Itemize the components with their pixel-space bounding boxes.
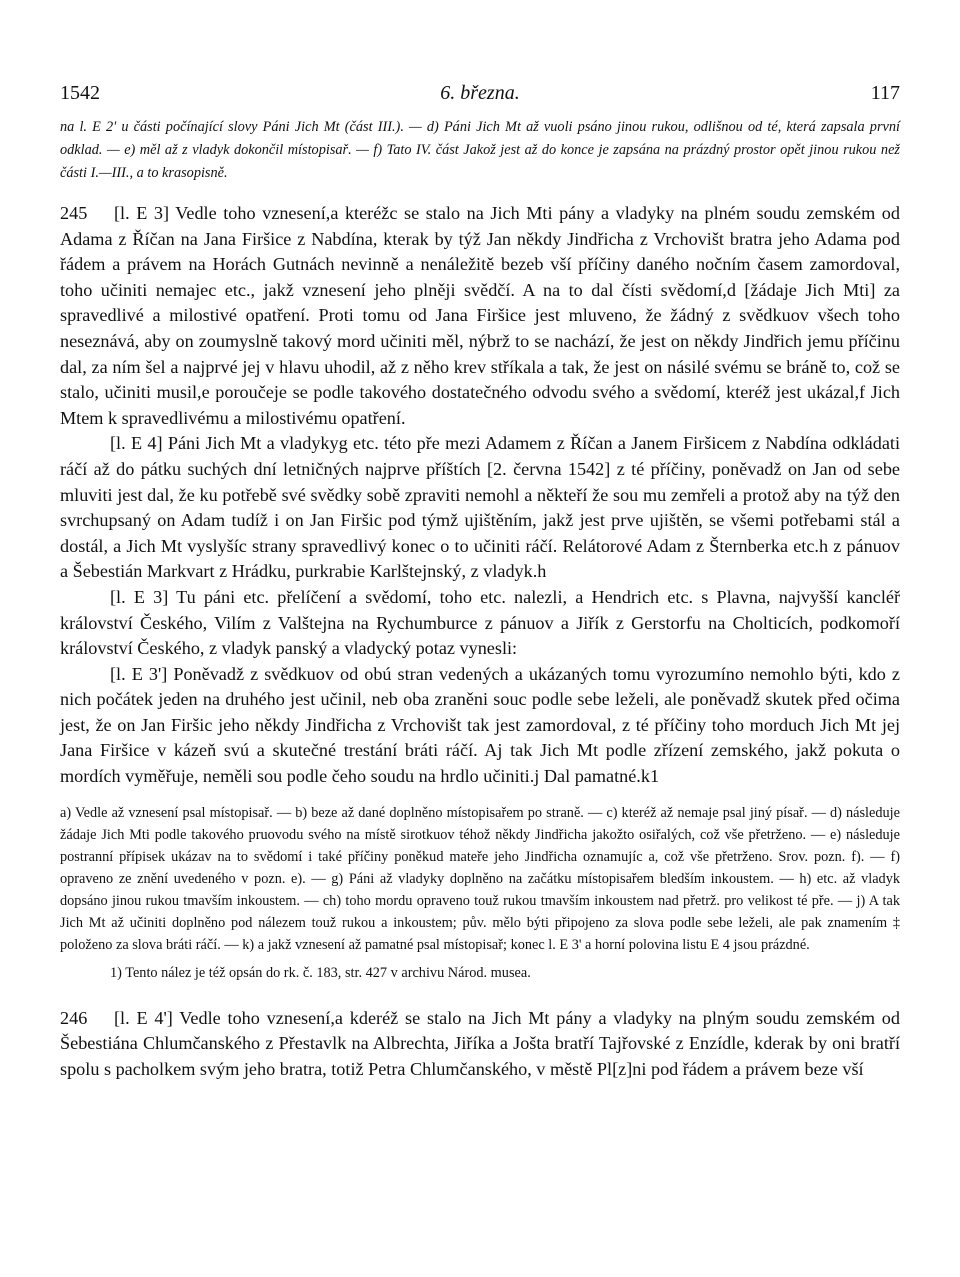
entry-245 [60, 201, 900, 790]
entry-245-paragraph-4: [l. E 3'] Poněvadž z svědkuov od obú stran vedených a ukázaných tomu vyrozumíno nemohlo býti, kdo z nich počátek jeden na druhého jest učinil, neb oba zraněni souc podle sebe leželi, ale poněvadž skutek před očima jest, že on Jan Firšic jeho někdy Jindřicha z Vrchovišt tak jest zamordoval, z té příčiny toho morduch Jich Mt jej Jana Firšice v kázeň svú a skutečné trestání bráti ráčí. Aj tak Jich Mt podle zřízení zemského, jakž pokuta o mordích vyměřuje, neměli sou podle čeho soudu na hrdlo učiniti.j Dal pamatné.k1 [60, 663, 900, 787]
footnotes-245 [60, 802, 900, 984]
entry-246-paragraph [60, 1006, 900, 1083]
footnotes-245-text: a) Vedle až vznesení psal místopisař. — b) beze až dané doplněno místopisařem po straně. — c) kteréž až nemaje psal jiný písař. — d) následuje žádaje Jich Mti podle takového pruovodu svého na místě sirotkuov téhož někdy Jindřicha jakožto osiřalých, což vše přetrženo. — e) následuje postranní přípisek ukázav na to svědomí i také příčiny poněkud mateře jeho Jindřicha oznamujíc a, což vše přetrženo. Srov. pozn. f). — f) opraveno ze znění uvedeného v pozn. e). — g) Páni až vladyky doplněno na začátku místopisařem bledším inkoustem. — h) etc. až vladyk dopsáno jinou rukou tmavším inkoustem. — ch) toho mordu opraveno touž rukou tmavším inkoustem nad přetrž. pro velikost té pře. — j) A tak Jich Mt až učiniti doplněno pod nálezem touž rukou a inkoustem; pův. mělo býti připojeno za slova podle sebe leželi, ale pak znamením ‡ položeno za slova bráti ráčí. — k) a jakž vznesení až pamatné psal místopisař; konec l. E 3' a horní polovina listu E 4 jsou prázdné. [60, 804, 900, 953]
top-notes [60, 116, 900, 185]
entry-245-paragraph-1-text: [l. E 3] Vedle toho vznesení,a kteréžc se stalo na Jich Mti pány a vladyky na plném soudu zemském od Adama z Říčan na Jana Firšice z Nabdína, kterak by týž Jan někdy Jindřicha z Vrchovišt bratra jeho Adama pod řádem a právem na Horách Gutnách nevinně a nenáležitě bezeb vší příčiny daného nočním časem zamordoval, toho učiniti nemajec etc., jakž vznesení jeho plněji svědčí. A na to dal čísti svědomí,d [žádaje Jich Mti] za spravedlivé a milostivé opatření. Proti tomu od Jana Firšice jest mluveno, že žádný z svědkuov všech toho neseznává, aby on zoumyslně takový mord učiniti měl, nýbrž to se nachází, že jest on někdy Jindřich jemu příčinu dal, za ním šel a najprvé jej v hlavu uhodil, až z něho krev stříkala a tak, že jest on násilé svému se bráně to, což se stalo, učiniti musil,e poroučeje se podle takového dostatečného odvodu svého a svědomí, kteréž jest ukázal,f Jich Mtem k spravedlivému a milostivému opatření. [60, 203, 900, 428]
page-number: 117 [870, 82, 900, 104]
document-page [60, 82, 900, 1082]
entry-245-number: 245 [60, 203, 88, 223]
entry-246 [60, 1006, 900, 1083]
entry-245-paragraph-2: [l. E 4] Páni Jich Mt a vladykyg etc. této pře mezi Adamem z Říčan a Janem Firšicem z Nabdína odkládati ráčí až do pátku suchých dní letničných najprve příštích [2. června 1542] z té příčiny, poněvadž on Jan od sebe mluviti jest dal, že ku potřebě své svědky sobě zpraviti nemohl a někteří že sou mu zemřeli a protož aby na týž den svrchupsaný on Adam tudíž i on Jan Firšic pod týmž ujištěním, jakž jest prve ujištěn, se všemi potřebami stál a dostál, a Jich Mt vyslyšíc strany spravedlivý konec o to učiniti ráčí. Relátorové Adam z Šternberka etc.h z pánuov a Šebestián Markvart z Hrádku, purkrabie Karlštejnský, z vladyk.h [60, 433, 900, 582]
top-notes-text: na l. E 2' u části počínající slovy Páni Jich Mt (část III.). — d) Páni Jich Mt až vuoli psáno jinou rukou, odlišnou od té, která zapsala první odklad. — e) měl až z vladyk dokončil místopisař. — f) Tato IV. část Jakož jest až do konce je zapsána na prázdný prostor opět jinou rukou než části I.—III., a to krasopisně. [60, 119, 900, 181]
header-year: 1542 [60, 82, 100, 104]
running-header [60, 82, 900, 112]
entry-246-number: 246 [60, 1007, 88, 1028]
entry-246-text: [l. E 4'] Vedle toho vznesení,a kderéž se stalo na Jich Mt pány a vladyky na plným soudu zemském od Šebestiána Chlumčanského z Přestavlk na Albrechta, Jiříka a Jošta bratří Tajřovské z Enzídle, kderak by oni bratří spolu s pacholkem svým jeho bratra, totiž Petra Chlumčanského, v městě Pl[z]ni pod řádem a právem beze vší [60, 1007, 900, 1079]
entry-245-paragraph-1 [60, 201, 900, 431]
header-date: 6. března. [440, 82, 520, 104]
entry-245-paragraph-3: [l. E 3] Tu páni etc. přelíčení a svědomí, toho etc. nalezli, a Hendrich etc. s Plavna, najvyšší kancléř království Českého, Vilím z Valštejna na Rychumburce z pánuov a Jiřík z Gerstorfu na Cholticích, podkomoří království Českého, z vladyk panský a vladycký potaz vynesli: [60, 586, 900, 659]
footnote-1: 1) Tento nález je též opsán do rk. č. 183, str. 427 v archivu Národ. musea. [110, 964, 531, 981]
